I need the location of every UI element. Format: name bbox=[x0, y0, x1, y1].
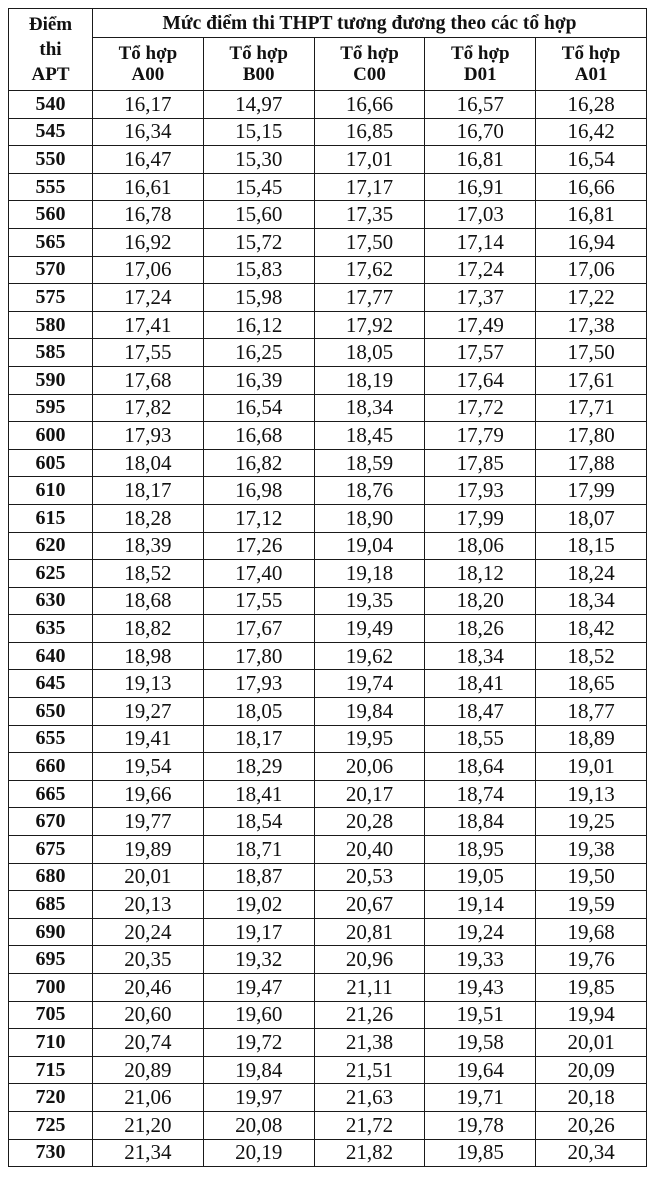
thpt-score-cell: 17,50 bbox=[536, 339, 647, 367]
apt-score-cell: 685 bbox=[9, 891, 93, 919]
thpt-score-cell: 17,24 bbox=[93, 284, 204, 312]
thpt-score-cell: 17,12 bbox=[203, 504, 314, 532]
thpt-score-cell: 19,85 bbox=[425, 1139, 536, 1167]
thpt-score-cell: 18,55 bbox=[425, 725, 536, 753]
apt-score-cell: 700 bbox=[9, 974, 93, 1002]
combination-header-1 bbox=[203, 38, 314, 91]
table-row bbox=[9, 780, 647, 808]
thpt-score-cell: 15,30 bbox=[203, 146, 314, 174]
apt-score-cell: 565 bbox=[9, 228, 93, 256]
combination-code: B00 bbox=[242, 64, 275, 85]
apt-score-cell: 560 bbox=[9, 201, 93, 229]
combination-prefix: Tổ hợp bbox=[118, 43, 178, 64]
thpt-score-cell: 18,90 bbox=[314, 504, 425, 532]
thpt-score-cell: 17,93 bbox=[425, 477, 536, 505]
thpt-score-cell: 19,41 bbox=[93, 725, 204, 753]
table-row bbox=[9, 863, 647, 891]
combination-code: A00 bbox=[131, 64, 165, 85]
table-row bbox=[9, 560, 647, 588]
thpt-score-cell: 19,77 bbox=[93, 808, 204, 836]
table-row bbox=[9, 1139, 647, 1167]
thpt-score-cell: 19,24 bbox=[425, 918, 536, 946]
thpt-score-cell: 17,82 bbox=[93, 394, 204, 422]
thpt-score-cell: 19,38 bbox=[536, 836, 647, 864]
thpt-score-cell: 17,71 bbox=[536, 394, 647, 422]
thpt-score-cell: 19,74 bbox=[314, 670, 425, 698]
thpt-score-cell: 17,92 bbox=[314, 311, 425, 339]
thpt-score-cell: 17,35 bbox=[314, 201, 425, 229]
thpt-score-cell: 17,37 bbox=[425, 284, 536, 312]
thpt-score-cell: 20,01 bbox=[536, 1029, 647, 1057]
table-row bbox=[9, 394, 647, 422]
table-row bbox=[9, 974, 647, 1002]
combination-header-4 bbox=[536, 38, 647, 91]
apt-score-cell: 595 bbox=[9, 394, 93, 422]
thpt-score-cell: 19,51 bbox=[425, 1001, 536, 1029]
thpt-score-cell: 19,84 bbox=[203, 1056, 314, 1084]
apt-score-cell: 640 bbox=[9, 642, 93, 670]
thpt-score-cell: 17,14 bbox=[425, 228, 536, 256]
apt-score-cell: 545 bbox=[9, 118, 93, 146]
thpt-score-cell: 18,77 bbox=[536, 698, 647, 726]
thpt-score-cell: 16,47 bbox=[93, 146, 204, 174]
thpt-score-cell: 20,24 bbox=[93, 918, 204, 946]
combination-code: C00 bbox=[353, 64, 386, 85]
thpt-score-cell: 19,62 bbox=[314, 642, 425, 670]
table-row bbox=[9, 808, 647, 836]
thpt-score-cell: 20,67 bbox=[314, 891, 425, 919]
thpt-score-cell: 18,20 bbox=[425, 587, 536, 615]
table-row bbox=[9, 477, 647, 505]
thpt-score-cell: 21,06 bbox=[93, 1084, 204, 1112]
thpt-score-cell: 20,96 bbox=[314, 946, 425, 974]
apt-score-cell: 635 bbox=[9, 615, 93, 643]
thpt-score-cell: 15,72 bbox=[203, 228, 314, 256]
thpt-score-cell: 18,64 bbox=[425, 753, 536, 781]
thpt-score-cell: 20,01 bbox=[93, 863, 204, 891]
thpt-score-cell: 19,97 bbox=[203, 1084, 314, 1112]
apt-score-cell: 660 bbox=[9, 753, 93, 781]
thpt-score-cell: 18,52 bbox=[93, 560, 204, 588]
table-row bbox=[9, 670, 647, 698]
table-row bbox=[9, 615, 647, 643]
table-row bbox=[9, 587, 647, 615]
thpt-score-cell: 17,57 bbox=[425, 339, 536, 367]
thpt-score-cell: 18,87 bbox=[203, 863, 314, 891]
thpt-score-cell: 15,98 bbox=[203, 284, 314, 312]
thpt-score-cell: 20,18 bbox=[536, 1084, 647, 1112]
thpt-score-cell: 16,25 bbox=[203, 339, 314, 367]
thpt-score-cell: 17,67 bbox=[203, 615, 314, 643]
thpt-score-cell: 17,93 bbox=[203, 670, 314, 698]
apt-score-cell: 720 bbox=[9, 1084, 93, 1112]
thpt-score-cell: 19,66 bbox=[93, 780, 204, 808]
thpt-score-cell: 18,05 bbox=[203, 698, 314, 726]
thpt-score-cell: 21,11 bbox=[314, 974, 425, 1002]
apt-score-cell: 575 bbox=[9, 284, 93, 312]
thpt-score-cell: 20,89 bbox=[93, 1056, 204, 1084]
thpt-score-cell: 17,55 bbox=[93, 339, 204, 367]
thpt-score-cell: 21,38 bbox=[314, 1029, 425, 1057]
thpt-score-cell: 18,34 bbox=[425, 642, 536, 670]
thpt-score-cell: 18,12 bbox=[425, 560, 536, 588]
thpt-score-cell: 21,72 bbox=[314, 1111, 425, 1139]
table-row bbox=[9, 366, 647, 394]
thpt-score-cell: 17,38 bbox=[536, 311, 647, 339]
apt-score-cell: 710 bbox=[9, 1029, 93, 1057]
corner-header-line-1: Điểm bbox=[28, 14, 73, 35]
table-row bbox=[9, 118, 647, 146]
thpt-score-cell: 21,34 bbox=[93, 1139, 204, 1167]
thpt-score-cell: 18,05 bbox=[314, 339, 425, 367]
thpt-score-cell: 18,42 bbox=[536, 615, 647, 643]
thpt-score-cell: 18,06 bbox=[425, 532, 536, 560]
thpt-score-cell: 18,39 bbox=[93, 532, 204, 560]
thpt-score-cell: 19,14 bbox=[425, 891, 536, 919]
thpt-score-cell: 20,34 bbox=[536, 1139, 647, 1167]
thpt-score-cell: 20,28 bbox=[314, 808, 425, 836]
thpt-score-cell: 19,95 bbox=[314, 725, 425, 753]
thpt-score-cell: 19,02 bbox=[203, 891, 314, 919]
apt-score-cell: 670 bbox=[9, 808, 93, 836]
thpt-score-cell: 17,50 bbox=[314, 228, 425, 256]
thpt-score-cell: 15,83 bbox=[203, 256, 314, 284]
thpt-score-cell: 17,49 bbox=[425, 311, 536, 339]
thpt-score-cell: 21,51 bbox=[314, 1056, 425, 1084]
thpt-score-cell: 16,81 bbox=[536, 201, 647, 229]
apt-score-cell: 615 bbox=[9, 504, 93, 532]
thpt-score-cell: 20,26 bbox=[536, 1111, 647, 1139]
combination-code: A01 bbox=[574, 64, 608, 85]
thpt-score-cell: 17,61 bbox=[536, 366, 647, 394]
thpt-score-cell: 20,19 bbox=[203, 1139, 314, 1167]
table-row bbox=[9, 504, 647, 532]
thpt-score-cell: 16,94 bbox=[536, 228, 647, 256]
thpt-score-cell: 19,25 bbox=[536, 808, 647, 836]
apt-score-cell: 540 bbox=[9, 91, 93, 119]
table-row bbox=[9, 1029, 647, 1057]
table-row bbox=[9, 532, 647, 560]
thpt-score-cell: 19,32 bbox=[203, 946, 314, 974]
table-row bbox=[9, 1111, 647, 1139]
thpt-score-cell: 20,08 bbox=[203, 1111, 314, 1139]
thpt-score-cell: 18,41 bbox=[425, 670, 536, 698]
thpt-score-cell: 15,60 bbox=[203, 201, 314, 229]
combination-prefix: Tổ hợp bbox=[340, 43, 399, 64]
apt-score-cell: 705 bbox=[9, 1001, 93, 1029]
table-body bbox=[9, 91, 647, 1167]
thpt-score-cell: 19,58 bbox=[425, 1029, 536, 1057]
thpt-score-cell: 19,94 bbox=[536, 1001, 647, 1029]
thpt-score-cell: 17,99 bbox=[536, 477, 647, 505]
thpt-score-cell: 18,95 bbox=[425, 836, 536, 864]
thpt-score-cell: 17,79 bbox=[425, 422, 536, 450]
thpt-score-cell: 17,64 bbox=[425, 366, 536, 394]
thpt-score-cell: 20,53 bbox=[314, 863, 425, 891]
table-row bbox=[9, 339, 647, 367]
thpt-score-cell: 16,17 bbox=[93, 91, 204, 119]
table-row bbox=[9, 449, 647, 477]
apt-score-cell: 665 bbox=[9, 780, 93, 808]
thpt-score-cell: 20,74 bbox=[93, 1029, 204, 1057]
thpt-score-cell: 18,17 bbox=[203, 725, 314, 753]
apt-score-cell: 570 bbox=[9, 256, 93, 284]
thpt-score-cell: 17,17 bbox=[314, 173, 425, 201]
thpt-score-cell: 18,28 bbox=[93, 504, 204, 532]
thpt-score-cell: 18,24 bbox=[536, 560, 647, 588]
table-row bbox=[9, 91, 647, 119]
apt-score-cell: 695 bbox=[9, 946, 93, 974]
thpt-score-cell: 17,40 bbox=[203, 560, 314, 588]
thpt-score-cell: 16,81 bbox=[425, 146, 536, 174]
thpt-score-cell: 17,26 bbox=[203, 532, 314, 560]
thpt-score-cell: 21,82 bbox=[314, 1139, 425, 1167]
thpt-score-cell: 17,03 bbox=[425, 201, 536, 229]
thpt-score-cell: 20,81 bbox=[314, 918, 425, 946]
thpt-score-cell: 18,68 bbox=[93, 587, 204, 615]
table-row bbox=[9, 173, 647, 201]
score-conversion-sheet bbox=[8, 8, 646, 1167]
thpt-score-cell: 19,84 bbox=[314, 698, 425, 726]
thpt-score-cell: 16,12 bbox=[203, 311, 314, 339]
apt-score-cell: 610 bbox=[9, 477, 93, 505]
apt-score-cell: 675 bbox=[9, 836, 93, 864]
thpt-score-cell: 19,27 bbox=[93, 698, 204, 726]
thpt-score-cell: 16,85 bbox=[314, 118, 425, 146]
table-row bbox=[9, 1084, 647, 1112]
thpt-score-cell: 19,33 bbox=[425, 946, 536, 974]
thpt-score-cell: 19,13 bbox=[536, 780, 647, 808]
thpt-score-cell: 16,42 bbox=[536, 118, 647, 146]
thpt-score-cell: 18,71 bbox=[203, 836, 314, 864]
thpt-score-cell: 16,54 bbox=[536, 146, 647, 174]
combination-header-0 bbox=[93, 38, 204, 91]
thpt-score-cell: 16,34 bbox=[93, 118, 204, 146]
thpt-score-cell: 17,55 bbox=[203, 587, 314, 615]
thpt-score-cell: 16,68 bbox=[203, 422, 314, 450]
table-row bbox=[9, 1001, 647, 1029]
apt-score-cell: 600 bbox=[9, 422, 93, 450]
thpt-score-cell: 19,47 bbox=[203, 974, 314, 1002]
thpt-score-cell: 17,85 bbox=[425, 449, 536, 477]
thpt-score-cell: 17,93 bbox=[93, 422, 204, 450]
thpt-score-cell: 19,59 bbox=[536, 891, 647, 919]
thpt-score-cell: 18,98 bbox=[93, 642, 204, 670]
apt-score-cell: 655 bbox=[9, 725, 93, 753]
apt-score-cell: 585 bbox=[9, 339, 93, 367]
apt-score-cell: 580 bbox=[9, 311, 93, 339]
apt-score-cell: 625 bbox=[9, 560, 93, 588]
thpt-score-cell: 21,63 bbox=[314, 1084, 425, 1112]
thpt-score-cell: 17,24 bbox=[425, 256, 536, 284]
thpt-score-cell: 18,07 bbox=[536, 504, 647, 532]
thpt-score-cell: 19,50 bbox=[536, 863, 647, 891]
thpt-score-cell: 18,26 bbox=[425, 615, 536, 643]
apt-score-cell: 605 bbox=[9, 449, 93, 477]
table-row bbox=[9, 836, 647, 864]
thpt-score-cell: 17,80 bbox=[536, 422, 647, 450]
apt-score-cell: 690 bbox=[9, 918, 93, 946]
thpt-score-cell: 17,06 bbox=[536, 256, 647, 284]
thpt-score-cell: 20,35 bbox=[93, 946, 204, 974]
thpt-score-cell: 19,64 bbox=[425, 1056, 536, 1084]
thpt-score-cell: 17,72 bbox=[425, 394, 536, 422]
thpt-score-cell: 16,92 bbox=[93, 228, 204, 256]
thpt-score-cell: 18,17 bbox=[93, 477, 204, 505]
combination-prefix: Tổ hợp bbox=[229, 43, 288, 64]
table-row bbox=[9, 311, 647, 339]
thpt-score-cell: 19,35 bbox=[314, 587, 425, 615]
thpt-score-cell: 18,34 bbox=[314, 394, 425, 422]
thpt-score-cell: 18,04 bbox=[93, 449, 204, 477]
thpt-score-cell: 17,01 bbox=[314, 146, 425, 174]
thpt-score-cell: 18,52 bbox=[536, 642, 647, 670]
thpt-score-cell: 16,57 bbox=[425, 91, 536, 119]
thpt-score-cell: 18,76 bbox=[314, 477, 425, 505]
combination-code: D01 bbox=[463, 64, 497, 85]
combination-prefix: Tổ hợp bbox=[561, 43, 621, 64]
thpt-score-cell: 19,13 bbox=[93, 670, 204, 698]
thpt-score-cell: 17,68 bbox=[93, 366, 204, 394]
table-row bbox=[9, 698, 647, 726]
apt-score-cell: 620 bbox=[9, 532, 93, 560]
table-row bbox=[9, 284, 647, 312]
thpt-score-cell: 21,26 bbox=[314, 1001, 425, 1029]
apt-score-cell: 555 bbox=[9, 173, 93, 201]
thpt-score-cell: 19,76 bbox=[536, 946, 647, 974]
thpt-score-cell: 18,34 bbox=[536, 587, 647, 615]
table-row bbox=[9, 918, 647, 946]
corner-header-line-3: APT bbox=[31, 64, 70, 85]
thpt-score-cell: 14,97 bbox=[203, 91, 314, 119]
thpt-score-cell: 19,89 bbox=[93, 836, 204, 864]
thpt-score-cell: 20,40 bbox=[314, 836, 425, 864]
equivalent-score-group-header: Mức điểm thi THPT tương đương theo các tổ hợp bbox=[93, 9, 647, 38]
thpt-score-cell: 18,65 bbox=[536, 670, 647, 698]
table-row bbox=[9, 228, 647, 256]
thpt-score-cell: 20,09 bbox=[536, 1056, 647, 1084]
thpt-score-cell: 19,43 bbox=[425, 974, 536, 1002]
table-row bbox=[9, 946, 647, 974]
thpt-score-cell: 16,98 bbox=[203, 477, 314, 505]
thpt-score-cell: 20,17 bbox=[314, 780, 425, 808]
thpt-score-cell: 19,68 bbox=[536, 918, 647, 946]
thpt-score-cell: 20,06 bbox=[314, 753, 425, 781]
thpt-score-cell: 18,47 bbox=[425, 698, 536, 726]
thpt-score-cell: 16,61 bbox=[93, 173, 204, 201]
thpt-score-cell: 18,74 bbox=[425, 780, 536, 808]
table-row bbox=[9, 201, 647, 229]
apt-score-cell: 725 bbox=[9, 1111, 93, 1139]
table-row bbox=[9, 1056, 647, 1084]
thpt-score-cell: 18,19 bbox=[314, 366, 425, 394]
table-header bbox=[9, 9, 647, 91]
combination-prefix: Tổ hợp bbox=[451, 43, 510, 64]
apt-score-cell: 645 bbox=[9, 670, 93, 698]
thpt-score-cell: 15,15 bbox=[203, 118, 314, 146]
apt-score-cell: 680 bbox=[9, 863, 93, 891]
thpt-score-cell: 17,80 bbox=[203, 642, 314, 670]
thpt-score-cell: 18,45 bbox=[314, 422, 425, 450]
thpt-score-cell: 17,62 bbox=[314, 256, 425, 284]
thpt-score-cell: 16,66 bbox=[314, 91, 425, 119]
table-row bbox=[9, 146, 647, 174]
table-row bbox=[9, 642, 647, 670]
table-row bbox=[9, 891, 647, 919]
apt-score-cell: 715 bbox=[9, 1056, 93, 1084]
thpt-score-cell: 19,54 bbox=[93, 753, 204, 781]
thpt-score-cell: 19,01 bbox=[536, 753, 647, 781]
thpt-score-cell: 16,66 bbox=[536, 173, 647, 201]
thpt-score-cell: 18,59 bbox=[314, 449, 425, 477]
thpt-score-cell: 18,15 bbox=[536, 532, 647, 560]
thpt-score-cell: 17,99 bbox=[425, 504, 536, 532]
thpt-score-cell: 19,78 bbox=[425, 1111, 536, 1139]
thpt-score-cell: 17,88 bbox=[536, 449, 647, 477]
thpt-score-cell: 19,71 bbox=[425, 1084, 536, 1112]
thpt-score-cell: 19,05 bbox=[425, 863, 536, 891]
combination-header-3 bbox=[425, 38, 536, 91]
thpt-score-cell: 15,45 bbox=[203, 173, 314, 201]
thpt-score-cell: 16,78 bbox=[93, 201, 204, 229]
thpt-score-cell: 18,54 bbox=[203, 808, 314, 836]
thpt-score-cell: 19,60 bbox=[203, 1001, 314, 1029]
thpt-score-cell: 16,28 bbox=[536, 91, 647, 119]
thpt-score-cell: 17,22 bbox=[536, 284, 647, 312]
thpt-score-cell: 16,39 bbox=[203, 366, 314, 394]
table-row bbox=[9, 725, 647, 753]
score-conversion-table bbox=[8, 8, 647, 1167]
table-row bbox=[9, 422, 647, 450]
thpt-score-cell: 19,18 bbox=[314, 560, 425, 588]
thpt-score-cell: 18,84 bbox=[425, 808, 536, 836]
thpt-score-cell: 16,70 bbox=[425, 118, 536, 146]
apt-score-cell: 730 bbox=[9, 1139, 93, 1167]
apt-score-cell: 630 bbox=[9, 587, 93, 615]
thpt-score-cell: 20,46 bbox=[93, 974, 204, 1002]
thpt-score-cell: 19,85 bbox=[536, 974, 647, 1002]
thpt-score-cell: 19,72 bbox=[203, 1029, 314, 1057]
thpt-score-cell: 20,13 bbox=[93, 891, 204, 919]
thpt-score-cell: 18,41 bbox=[203, 780, 314, 808]
combination-header-2 bbox=[314, 38, 425, 91]
thpt-score-cell: 19,04 bbox=[314, 532, 425, 560]
corner-header-line-2: thi bbox=[39, 39, 62, 60]
thpt-score-cell: 16,91 bbox=[425, 173, 536, 201]
apt-score-column-header bbox=[9, 9, 93, 91]
thpt-score-cell: 17,41 bbox=[93, 311, 204, 339]
apt-score-cell: 550 bbox=[9, 146, 93, 174]
apt-score-cell: 650 bbox=[9, 698, 93, 726]
thpt-score-cell: 21,20 bbox=[93, 1111, 204, 1139]
thpt-score-cell: 16,54 bbox=[203, 394, 314, 422]
thpt-score-cell: 19,17 bbox=[203, 918, 314, 946]
thpt-score-cell: 19,49 bbox=[314, 615, 425, 643]
thpt-score-cell: 17,77 bbox=[314, 284, 425, 312]
table-row bbox=[9, 753, 647, 781]
thpt-score-cell: 18,89 bbox=[536, 725, 647, 753]
thpt-score-cell: 18,29 bbox=[203, 753, 314, 781]
thpt-score-cell: 18,82 bbox=[93, 615, 204, 643]
thpt-score-cell: 17,06 bbox=[93, 256, 204, 284]
thpt-score-cell: 20,60 bbox=[93, 1001, 204, 1029]
table-row bbox=[9, 256, 647, 284]
thpt-score-cell: 16,82 bbox=[203, 449, 314, 477]
apt-score-cell: 590 bbox=[9, 366, 93, 394]
